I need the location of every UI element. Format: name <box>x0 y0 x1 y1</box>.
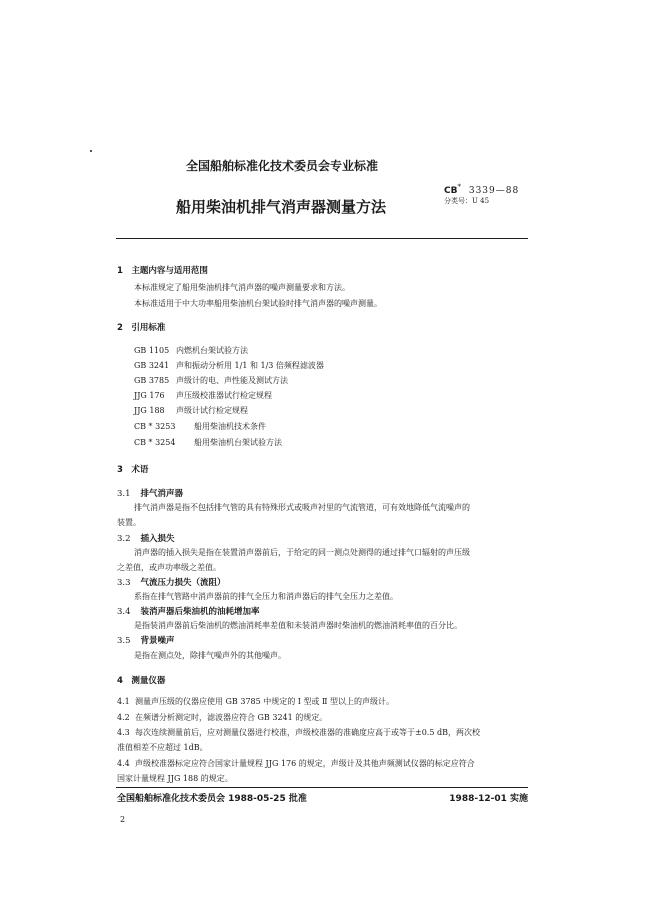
reference-code: GB 1105 <box>134 346 170 355</box>
speck <box>90 150 92 152</box>
term-3-2-definition: 消声器的插入损失是指在装置消声器前后，于给定的同一测点处测得的通过排气口辐射的声压级 <box>134 548 470 557</box>
reference-title: 声级计的电、声性能及测试方法 <box>176 376 288 385</box>
reference-item <box>134 390 272 401</box>
reference-item <box>134 421 266 432</box>
reference-title: 声级计试行检定规程 <box>176 406 248 415</box>
reference-code: JJG 188 <box>134 406 165 415</box>
term-number: 3.5 <box>117 636 131 646</box>
reference-title: 声和振动分析用 1/1 和 1/3 倍频程滤波器 <box>176 361 324 370</box>
reference-title: 船用柴油机技术条件 <box>194 422 266 431</box>
clause-4-4 <box>117 758 475 769</box>
clause-text: 测量声压级的仪器应使用 GB 3785 中规定的 Ⅰ 型或 Ⅱ 型以上的声级计。 <box>135 697 395 706</box>
reference-title: 声压级校准器试行检定规程 <box>176 391 272 400</box>
term-number: 3.2 <box>117 534 131 544</box>
term-3-3-definition: 系指在排气管路中消声器前的排气全压力和消声器后的排气全压力之差值。 <box>134 592 398 601</box>
term-3-4-definition: 是指装消声器前后柴油机的燃油消耗率差值和未装消声器时柴油机的燃油消耗率值的百分比。 <box>134 621 462 630</box>
section-2-heading: 2 引用标准 <box>117 323 166 333</box>
clause-4-3-cont: 准值相差不应超过 1dB。 <box>117 743 208 752</box>
effective-date: 1988-12-01 实施 <box>449 794 528 804</box>
standard-star: * <box>457 183 461 191</box>
section-1-paragraph-1: 本标准规定了船用柴油机排气消声器的噪声测量要求和方法。 <box>134 283 350 292</box>
section-1-paragraph-2: 本标准适用于中大功率船用柴油机台架试验时排气消声器的噪声测量。 <box>134 299 382 308</box>
reference-item <box>134 437 282 448</box>
term-number: 3.3 <box>117 578 131 588</box>
term-number: 3.1 <box>117 489 131 499</box>
classification-code: 分类号：U 45 <box>444 197 490 205</box>
reference-title: 内燃机台架试验方法 <box>176 346 248 355</box>
term-title: 装消声器后柴油机的油耗增加率 <box>140 607 260 617</box>
term-3-2-definition-cont: 之差值，或声功率级之差值。 <box>117 563 221 572</box>
section-4-heading: 4 测量仪器 <box>117 676 166 686</box>
term-3-5-definition: 是指在测点处，除排气噪声外的其他噪声。 <box>134 651 286 660</box>
clause-number: 4.4 <box>117 759 130 768</box>
clause-number: 4.2 <box>117 713 130 722</box>
reference-item <box>134 345 248 356</box>
reference-code: CB * 3253 <box>134 422 176 431</box>
term-3-2-heading <box>117 532 175 544</box>
document-title: 船用柴油机排气消声器测量方法 <box>176 198 387 216</box>
page-number: 2 <box>120 815 126 824</box>
reference-code: GB 3785 <box>134 376 170 385</box>
clause-text: 每次连续测量前后，应对测量仪器进行校准，声级校准器的准确度应高于或等于±0.5 dB，两次校 <box>135 728 480 737</box>
standard-prefix: CB <box>444 186 458 196</box>
term-title: 插入损失 <box>140 534 175 544</box>
term-title: 排气消声器 <box>140 489 184 499</box>
committee-title: 全国船舶标准化技术委员会专业标准 <box>186 159 379 173</box>
clause-4-2 <box>117 712 327 723</box>
reference-code: GB 3241 <box>134 361 170 370</box>
footer-divider <box>116 787 528 788</box>
standard-code: 3339—88 <box>468 186 520 196</box>
section-1-heading: 1 主题内容与适用范围 <box>117 266 208 276</box>
reference-item <box>134 360 324 371</box>
clause-4-4-cont: 国家计量规程 JJG 188 的规定。 <box>117 774 233 783</box>
clause-4-1 <box>117 696 394 707</box>
section-3-heading: 3 术语 <box>117 465 149 475</box>
reference-code: JJG 176 <box>134 391 165 400</box>
term-3-1-definition-cont: 装置。 <box>117 518 141 527</box>
term-3-4-heading <box>117 605 260 617</box>
clause-number: 4.3 <box>117 728 130 737</box>
clause-text: 在频谱分析测定时，滤波器应符合 GB 3241 的规定。 <box>135 713 328 722</box>
term-title: 气流压力损失（流阻） <box>140 578 226 588</box>
term-number: 3.4 <box>117 607 131 617</box>
reference-item <box>134 375 288 386</box>
clause-number: 4.1 <box>117 697 130 706</box>
clause-text: 声级校准器标定应符合国家计量规程 JJG 176 的规定，声级计及其他声频测试仪器的标定应符合 <box>135 759 475 768</box>
term-3-3-heading <box>117 576 226 588</box>
reference-item <box>134 405 248 416</box>
standard-number <box>444 183 519 196</box>
approval-line: 全国船舶标准化技术委员会 1988-05-25 批准 <box>117 794 307 804</box>
clause-4-3 <box>117 727 480 738</box>
reference-title: 船用柴油机台架试验方法 <box>194 438 282 447</box>
term-3-5-heading <box>117 634 175 646</box>
term-title: 背景噪声 <box>140 636 175 646</box>
term-3-1-definition: 排气消声器是指不包括排气管的具有特殊形式或吸声衬里的气流管道，可有效地降低气流噪声的 <box>134 503 470 512</box>
term-3-1-heading <box>117 487 183 499</box>
reference-code: CB * 3254 <box>134 438 176 447</box>
header-divider <box>116 238 528 239</box>
